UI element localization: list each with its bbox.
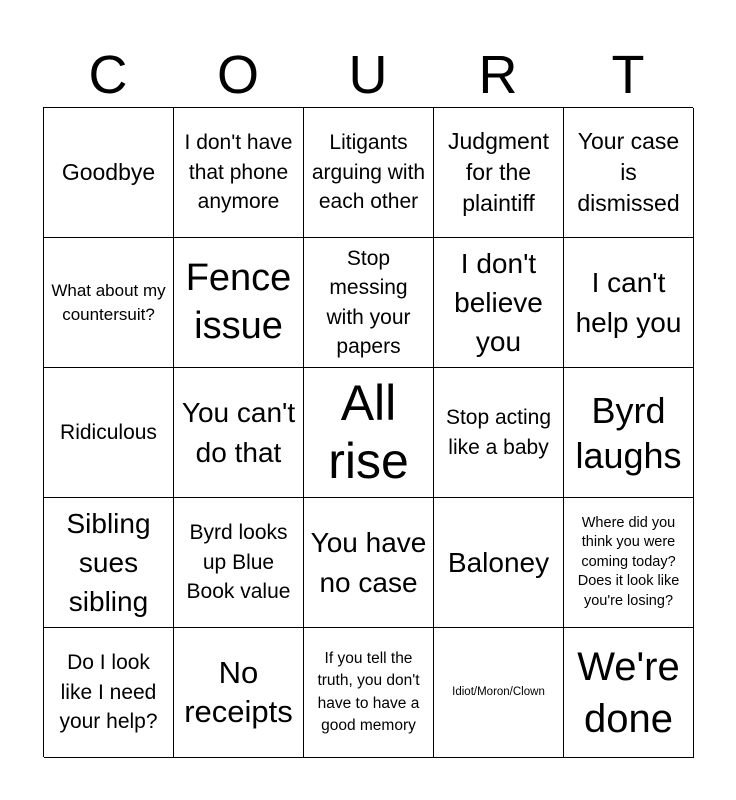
bingo-cell[interactable]	[304, 498, 434, 628]
bingo-cell[interactable]	[564, 628, 694, 758]
cell-text: I can't help you	[575, 267, 682, 338]
bingo-cell[interactable]	[44, 628, 174, 758]
bingo-cell[interactable]	[44, 498, 174, 628]
bingo-header	[43, 44, 693, 106]
bingo-cell[interactable]	[434, 108, 564, 238]
bingo-cell[interactable]	[434, 498, 564, 628]
cell-text: Stop acting like a baby	[445, 406, 552, 459]
cell-text: Judgment for the plaintiff	[447, 127, 549, 217]
bingo-cell[interactable]	[174, 238, 304, 368]
bingo-cell[interactable]	[304, 108, 434, 238]
cell-text: Fence issue	[185, 257, 292, 347]
bingo-cell[interactable]	[434, 368, 564, 498]
bingo-cell[interactable]	[174, 628, 304, 758]
header-letter-c: C	[88, 45, 128, 105]
cell-text: You can't do that	[181, 397, 296, 468]
free-space-cell[interactable]	[304, 368, 434, 498]
bingo-cell[interactable]	[44, 238, 174, 368]
bingo-cell[interactable]	[564, 498, 694, 628]
bingo-cell[interactable]	[434, 238, 564, 368]
bingo-cell[interactable]	[304, 238, 434, 368]
cell-text: No receipts	[184, 654, 293, 729]
cell-text: Stop messing with your papers	[326, 246, 411, 358]
bingo-cell[interactable]	[434, 628, 564, 758]
bingo-cell[interactable]	[564, 368, 694, 498]
cell-text: Baloney	[447, 546, 550, 578]
bingo-cell[interactable]	[564, 108, 694, 238]
bingo-cell[interactable]	[44, 368, 174, 498]
bingo-cell[interactable]	[174, 108, 304, 238]
bingo-cell[interactable]	[174, 498, 304, 628]
cell-text: I don't have that phone anymore	[184, 131, 293, 214]
cell-text: Goodbye	[61, 158, 156, 185]
cell-text: Byrd laughs	[575, 389, 682, 476]
cell-text: All rise	[328, 375, 409, 489]
bingo-cell[interactable]	[174, 368, 304, 498]
cell-text: Litigants arguing with each other	[311, 131, 426, 214]
header-letter-o: O	[216, 45, 259, 105]
cell-text: You have no case	[310, 527, 427, 598]
bingo-cell[interactable]	[564, 238, 694, 368]
header-letter-u: U	[348, 45, 388, 105]
cell-text: Do I look like I need your help?	[59, 651, 158, 734]
cell-text: Ridiculous	[60, 420, 157, 444]
cell-text: Idiot/Moron/Clown	[452, 686, 545, 699]
header-letter-r: R	[478, 45, 518, 105]
bingo-board	[43, 107, 693, 757]
cell-text: What about my countersuit?	[51, 280, 166, 324]
cell-text: Your case is dismissed	[577, 127, 680, 217]
cell-text: I don't believe you	[454, 247, 543, 358]
cell-text: We're done	[577, 644, 680, 741]
cell-text: If you tell the truth, you don't have to have a good memory	[317, 649, 420, 734]
cell-text: Where did you think you were coming today? Does it look like you're losing?	[577, 514, 680, 609]
header-letter-t: T	[611, 45, 645, 105]
bingo-cell[interactable]	[44, 108, 174, 238]
cell-text: Sibling sues sibling	[66, 507, 151, 618]
cell-text: Byrd looks up Blue Book value	[186, 521, 291, 604]
bingo-cell[interactable]	[304, 628, 434, 758]
